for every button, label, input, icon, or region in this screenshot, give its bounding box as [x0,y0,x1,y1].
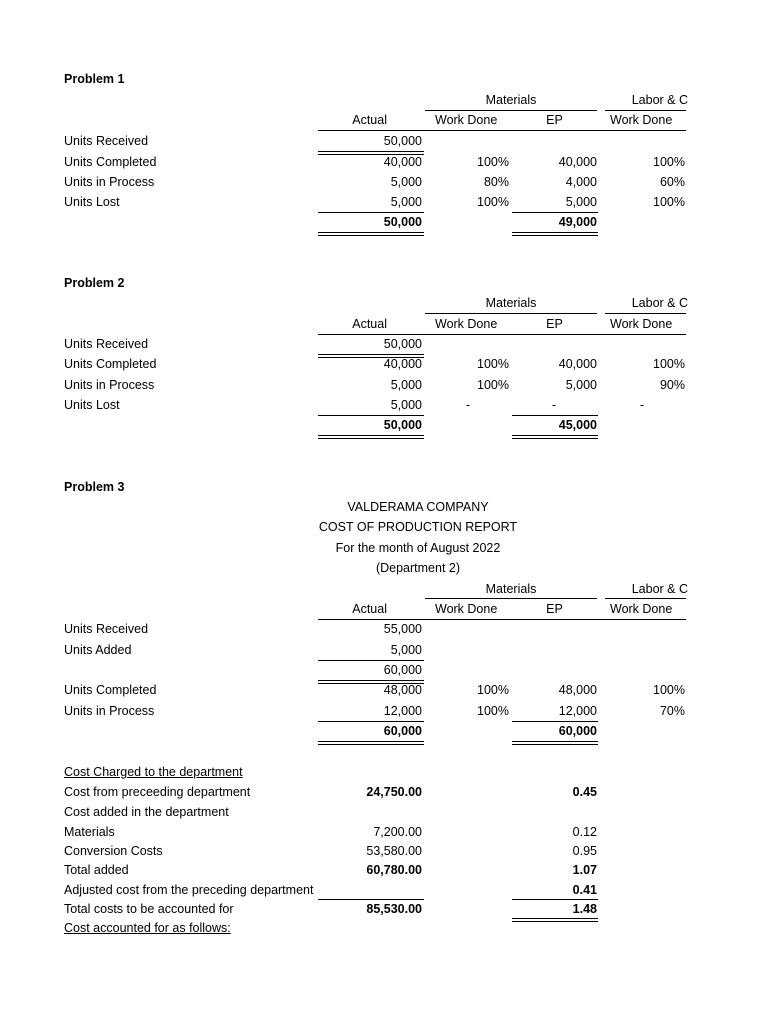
unit-cost: 1.07 [572,863,597,877]
labor-work-done: 90% [659,378,685,392]
mat-work-done: 100% [477,683,509,697]
ep-header: EP [546,317,563,331]
unit-cost: 0.41 [572,883,597,897]
cost-charged-heading: Cost Charged to the department [64,765,243,779]
unit-cost: 0.45 [572,785,597,799]
actual-value: 48,000 [383,683,422,697]
materials-header: Materials [485,296,537,310]
actual-header: Actual [352,113,387,127]
actual-value: 12,000 [383,704,422,718]
mat-ep: 12,000 [558,704,597,718]
ep-header: EP [546,602,563,616]
labor-work-done: 60% [659,175,685,189]
cost-accounted-heading: Cost accounted for as follows: [64,921,231,935]
mat-work-done: 100% [477,704,509,718]
actual-total: 50,000 [383,215,422,229]
mat-work-done: 100% [477,155,509,169]
units-in-total: 60,000 [383,663,422,677]
row-label: Units Lost [64,195,120,209]
labor-work-done: 100% [653,195,685,209]
actual-value: 40,000 [383,357,422,371]
cost-label: Cost from preceeding department [64,785,251,799]
cost-total: 24,750.00 [366,785,422,799]
labor-header: Labor & C [631,582,688,596]
ep-header: EP [546,113,563,127]
work-done-header: Work Done [435,113,498,127]
actual-value: 40,000 [383,155,422,169]
row-label: Units Added [64,643,132,657]
row-label: Units Lost [64,398,120,412]
report-name: COST OF PRODUCTION REPORT [318,520,518,534]
mat-ep: 4,000 [565,175,597,189]
materials-header: Materials [485,582,537,596]
unit-cost: 0.95 [572,844,597,858]
cost-label: Cost added in the department [64,805,229,819]
problem-1-title: Problem 1 [64,72,125,86]
row-label: Units Completed [64,155,157,169]
cost-total: 53,580.00 [366,844,422,858]
labor-work-done: 100% [653,155,685,169]
row-label: Units in Process [64,704,155,718]
row-label: Units Received [64,622,149,636]
cost-label: Adjusted cost from the preceding department [64,883,314,897]
labor-work-done: 100% [653,357,685,371]
labor-work-done-header: Work Done [610,317,673,331]
mat-ep-total: 49,000 [558,215,597,229]
row-label: Units Received [64,134,149,148]
problem-2-title: Problem 2 [64,276,125,290]
actual-value: 5,000 [390,643,422,657]
report-period: For the month of August 2022 [335,541,501,555]
row-label: Units Received [64,337,149,351]
actual-value: 5,000 [390,378,422,392]
labor-work-done: - [640,398,645,412]
cost-total: 85,530.00 [366,902,422,916]
cost-label: Conversion Costs [64,844,163,858]
unit-cost: 1.48 [572,902,597,916]
actual-value: 5,000 [390,398,422,412]
actual-value: 5,000 [390,195,422,209]
mat-ep: 40,000 [558,155,597,169]
cost-label: Total added [64,863,129,877]
work-done-header: Work Done [435,317,498,331]
labor-work-done-header: Work Done [610,602,673,616]
mat-ep: - [552,398,557,412]
labor-header: Labor & C [631,93,688,107]
mat-work-done: 100% [477,357,509,371]
mat-ep: 5,000 [565,378,597,392]
cost-label: Materials [64,825,115,839]
mat-work-done: - [466,398,471,412]
mat-work-done: 100% [477,378,509,392]
mat-ep: 5,000 [565,195,597,209]
labor-work-done: 70% [659,704,685,718]
cost-total: 7,200.00 [373,825,422,839]
problem-3-title: Problem 3 [64,480,125,494]
actual-value: 50,000 [383,337,422,351]
cost-label: Total costs to be accounted for [64,902,234,916]
mat-ep-total: 60,000 [558,724,597,738]
actual-total: 60,000 [383,724,422,738]
row-label: Units Completed [64,683,157,697]
report-department: (Department 2) [375,561,461,575]
actual-value: 5,000 [390,175,422,189]
materials-header: Materials [485,93,537,107]
labor-header: Labor & C [631,296,688,310]
unit-cost: 0.12 [572,825,597,839]
row-label: Units in Process [64,378,155,392]
row-label: Units in Process [64,175,155,189]
actual-header: Actual [352,602,387,616]
mat-ep: 48,000 [558,683,597,697]
labor-work-done-header: Work Done [610,113,673,127]
mat-work-done: 100% [477,195,509,209]
row-label: Units Completed [64,357,157,371]
work-done-header: Work Done [435,602,498,616]
labor-work-done: 100% [653,683,685,697]
cost-total: 60,780.00 [366,863,422,877]
mat-work-done: 80% [483,175,509,189]
mat-ep-total: 45,000 [558,418,597,432]
actual-value: 55,000 [383,622,422,636]
actual-total: 50,000 [383,418,422,432]
company-name: VALDERAMA COMPANY [347,500,489,514]
actual-value: 50,000 [383,134,422,148]
actual-header: Actual [352,317,387,331]
mat-ep: 40,000 [558,357,597,371]
